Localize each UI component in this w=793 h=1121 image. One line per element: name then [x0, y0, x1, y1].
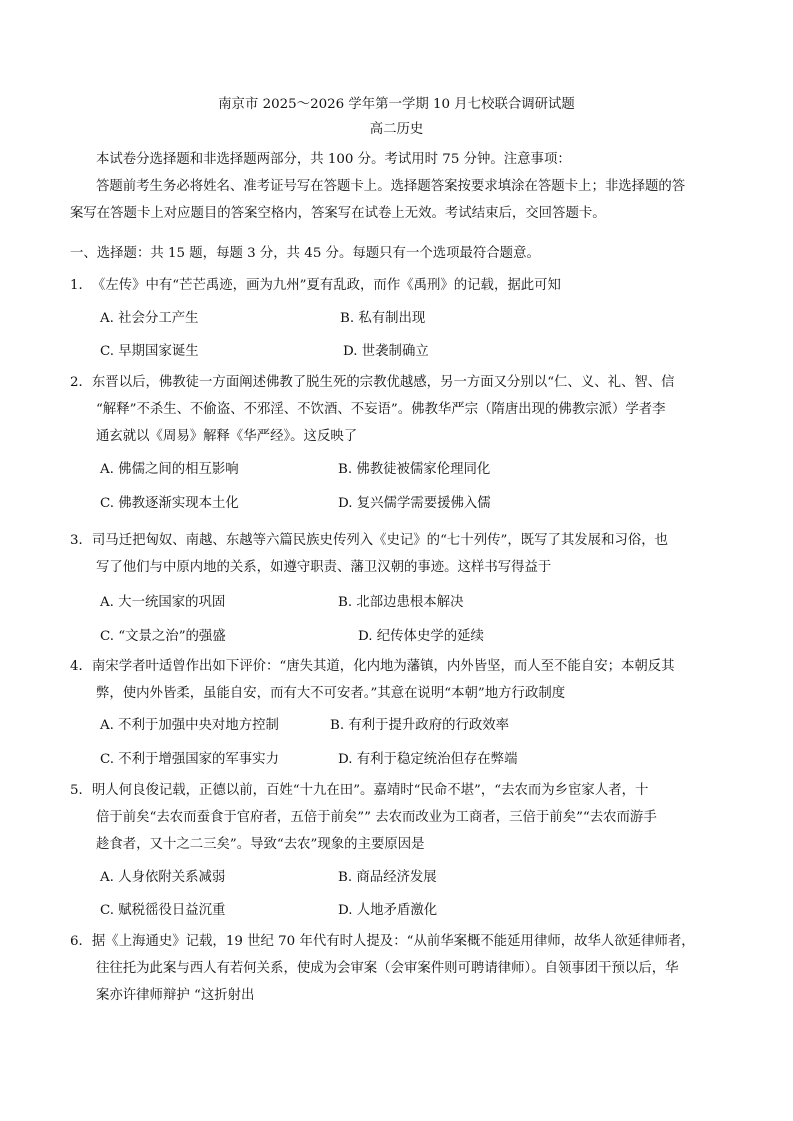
question-text: 通玄就以《周易》解释《华严经》。这反映了	[96, 429, 358, 444]
option-b: B. 佛教徒被儒家伦理同化	[338, 462, 491, 477]
instructions-line-2: 答题前考生务必将姓名、准考证号写在答题卡上。选择题答案按要求填涂在答题卡上；非选择题的答	[96, 179, 686, 194]
option-c: C. “文景之治”的强盛	[100, 629, 226, 644]
option-c: C. 佛教逐渐实现本土化	[100, 496, 239, 511]
question-number: 5．	[70, 783, 92, 798]
question-text: 南宋学者叶适曾作出如下评价：“唐失其道，化内地为藩镇，内外皆坚，而人至不能自安；本朝反其	[91, 659, 675, 674]
option-b: B. 商品经济发展	[338, 870, 437, 885]
option-b: B. 有利于提升政府的行政效率	[330, 718, 510, 733]
question-text: 司马迁把匈奴、南越、东越等六篇民族史传列入《史记》的“七十列传”，既写了其发展和习俗，也	[91, 533, 669, 548]
question-text: 明人何良俊记载，正德以前，百姓“十九在田”。嘉靖时“民命不堪”，“去农而为乡宦家人者，十	[91, 783, 649, 798]
question-text: 趁食者，又十之二三矣”。导致“去农”现象的主要原因是	[96, 837, 425, 852]
option-c: C. 早期国家诞生	[100, 344, 199, 359]
option-a: A. 社会分工产生	[100, 311, 199, 326]
section-heading: 一、选择题：共 15 题，每题 3 分，共 45 分。每题只有一个选项最符合题意。	[70, 246, 540, 261]
option-d: D. 纪传体史学的延续	[358, 629, 484, 644]
option-c: C. 赋税徭役日益沉重	[100, 903, 226, 918]
instructions-line-3: 案写在答题卡上对应题目的答案空格内，答案写在试卷上无效。考试结束后，交回答题卡。	[70, 206, 606, 221]
option-b: B. 私有制出现	[340, 311, 426, 326]
question-number: 1．	[70, 278, 92, 293]
option-d: D. 人地矛盾激化	[338, 903, 438, 918]
exam-title: 南京市 2025～2026 学年第一学期 10 月七校联合调研试题	[218, 97, 575, 112]
option-a: A. 佛儒之间的相互影响	[100, 462, 239, 477]
option-d: D. 有利于稳定统治但存在弊端	[338, 752, 518, 767]
question-text: 往往托为此案与西人有若何关系，使成为会审案（会审案件则可聘请律师）。自领事团干预以后，华	[96, 961, 679, 976]
option-a: A. 大一统国家的巩固	[100, 595, 226, 610]
instructions-line-1: 本试卷分选择题和非选择题两部分，共 100 分。考试用时 75 分钟。注意事项：	[96, 152, 571, 167]
question-text: 《左传》中有“芒芒禹迹，画为九州”夏有乱政，而作《禹刑》的记载，据此可知	[91, 278, 561, 293]
option-a: A. 不利于加强中央对地方控制	[100, 718, 279, 733]
question-text: 东晋以后，佛教徒一方面阐述佛教了脱生死的宗教优越感，另一方面又分别以“仁、义、礼、智、信	[91, 375, 675, 390]
question-number: 4．	[70, 659, 92, 674]
question-number: 3．	[70, 533, 92, 548]
subject-title: 高二历史	[369, 122, 424, 137]
question-text: 案亦许律师辩护 “这折射出	[96, 988, 255, 1003]
question-text: 倍于前矣“去农而蚕食于官府者，五倍于前矣”” 去农而改业为工商者，三倍于前矣”“去农而游手	[96, 810, 657, 825]
question-number: 6．	[70, 934, 92, 949]
option-b: B. 北部边患根本解决	[338, 595, 464, 610]
question-text: 据《上海通史》记载，19 世纪 70 年代有时人提及：“从前华案概不能延用律师，故华人欲延律师者，	[91, 934, 695, 949]
option-c: C. 不利于增强国家的军事实力	[100, 752, 279, 767]
question-text: 弊，使内外皆柔，虽能自安，而有大不可安者。”其意在说明“本朝”地方行政制度	[96, 686, 566, 701]
question-text: 写了他们与中原内地的关系，如遵守职责、藩卫汉朝的事迹。这样书写得益于	[96, 560, 552, 575]
option-a: A. 人身依附关系减弱	[100, 870, 226, 885]
question-text: “解释”不杀生、不偷盗、不邪淫、不饮酒、不妄语”。佛教华严宗（隋唐出现的佛教宗派）学者李	[96, 402, 666, 417]
option-d: D. 复兴儒学需要援佛入儒	[338, 496, 491, 511]
question-number: 2．	[70, 375, 92, 390]
option-d: D. 世袭制确立	[343, 344, 429, 359]
